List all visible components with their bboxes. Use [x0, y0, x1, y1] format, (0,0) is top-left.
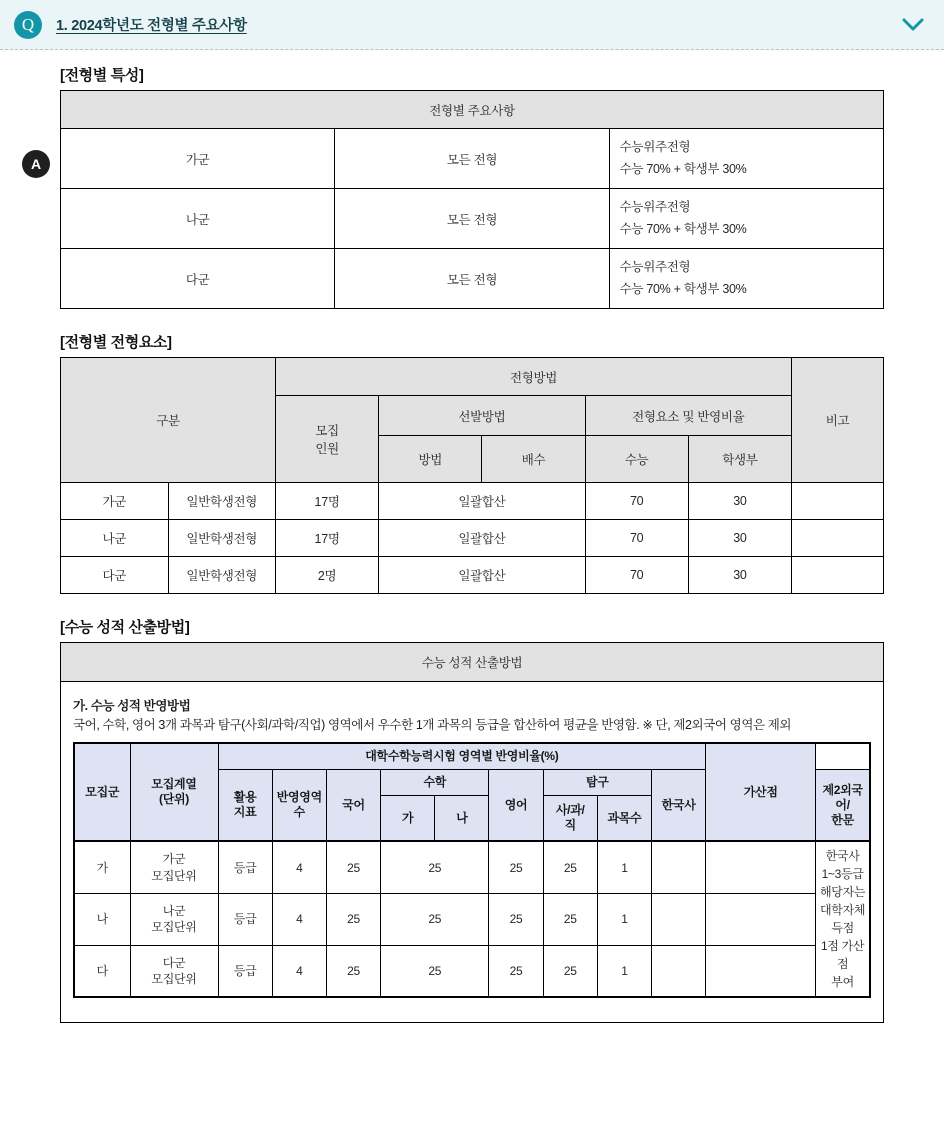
cell-name: 일반학생전형	[168, 520, 276, 557]
cell-math: 25	[381, 945, 489, 997]
cell-math: 25	[381, 841, 489, 893]
header-index	[218, 769, 272, 841]
header-english: 영어	[489, 769, 543, 841]
bonus-note-line3: 해당자는	[820, 885, 866, 900]
table-row	[74, 893, 870, 945]
table-header-row-1	[61, 358, 884, 396]
panel-body	[61, 682, 883, 1022]
cell-group: 나	[74, 893, 130, 945]
cell-group: 나군	[61, 189, 335, 249]
cell-area-count: 4	[272, 945, 326, 997]
cell-english: 25	[489, 893, 543, 945]
header-inquiry-type-line1: 사/과/	[555, 803, 585, 818]
cell-track-line2: 모집단위	[151, 972, 197, 987]
cell-name: 일반학생전형	[168, 483, 276, 520]
answer-badge: A	[22, 150, 50, 178]
cell-group: 가군	[61, 483, 169, 520]
csat-ratio-table	[73, 742, 871, 998]
cell-quota: 17명	[276, 483, 379, 520]
header-inquiry-type	[543, 795, 597, 841]
cell-remark	[792, 520, 884, 557]
bonus-note-line1: 한국사	[825, 849, 860, 864]
header-method-group: 전형방법	[276, 358, 792, 396]
header-second-lang-line1: 제2외국어/	[822, 782, 863, 812]
cell-description	[609, 189, 883, 249]
bonus-note-line2: 1~3등급	[821, 867, 864, 882]
header-index-line1: 활용	[233, 790, 257, 805]
header-selection-group: 선발방법	[379, 396, 585, 436]
header-second-lang	[816, 769, 870, 841]
cell-type: 모든 전형	[335, 129, 609, 189]
chevron-down-icon[interactable]	[900, 12, 926, 38]
header-math-na: 나	[435, 795, 489, 841]
cell-school-record: 30	[688, 557, 791, 594]
cell-second-lang	[706, 945, 816, 997]
cell-korean-history	[652, 893, 706, 945]
header-selection-multiple: 배수	[482, 436, 585, 483]
cell-area-count: 4	[272, 841, 326, 893]
cell-inquiry-count: 1	[597, 945, 651, 997]
header-area-count	[272, 769, 326, 841]
cell-korean: 25	[326, 841, 380, 893]
header-area-count-line2: 수	[293, 805, 305, 820]
header-remark: 비고	[792, 358, 884, 483]
cell-inquiry-count: 1	[597, 893, 651, 945]
header-division: 구분	[61, 358, 276, 483]
cell-korean: 25	[326, 893, 380, 945]
cell-korean-history	[652, 945, 706, 997]
section3-title: [수능 성적 산출방법]	[60, 619, 190, 636]
cell-description	[609, 249, 883, 309]
cell-group: 다	[74, 945, 130, 997]
header-index-line2: 지표	[233, 805, 257, 820]
cell-school-record: 30	[688, 520, 791, 557]
header-track-line2: (단위)	[159, 792, 189, 807]
bonus-note-line6: 부여	[831, 975, 854, 990]
header-math-group: 수학	[381, 769, 489, 795]
cell-track-line2: 모집단위	[151, 868, 197, 883]
question-title-link[interactable]: 1. 2024학년도 전형별 주요사항	[56, 18, 247, 34]
cell-english: 25	[489, 841, 543, 893]
admission-characteristics-table	[60, 90, 884, 309]
cell-second-lang	[706, 841, 816, 893]
header-elements-group: 전형요소 및 반영비율	[585, 396, 791, 436]
cell-index: 등급	[218, 945, 272, 997]
cell-group: 다군	[61, 249, 335, 309]
section-admission-characteristics	[60, 64, 884, 309]
cell-track-line2: 모집단위	[151, 920, 197, 935]
header-school-record: 학생부	[688, 436, 791, 483]
cell-track-line1: 다군	[162, 955, 186, 970]
cell-remark	[792, 483, 884, 520]
table-row	[61, 249, 884, 309]
cell-group: 나군	[61, 520, 169, 557]
table-row	[61, 557, 884, 594]
desc-line-1: 수능위주전형	[619, 139, 691, 154]
header-csat: 수능	[585, 436, 688, 483]
cell-inquiry-type: 25	[543, 945, 597, 997]
cell-index: 등급	[218, 841, 272, 893]
section-admission-elements	[60, 331, 884, 594]
bonus-note-line4: 대학자체득점	[820, 903, 866, 936]
header-ratio-group: 대학수학능력시험 영역별 반영비율(%)	[218, 743, 706, 769]
header-track	[130, 743, 218, 841]
csat-calculation-panel	[60, 642, 884, 1023]
section-csat-calculation	[60, 616, 884, 1023]
header-inquiry-count: 과목수	[597, 795, 651, 841]
desc-line-2: 수능 70% + 학생부 30%	[619, 161, 747, 176]
cell-track	[130, 841, 218, 893]
cell-csat: 70	[585, 557, 688, 594]
cell-track-line1: 가군	[162, 852, 186, 867]
cell-korean: 25	[326, 945, 380, 997]
cell-type: 모든 전형	[335, 189, 609, 249]
paragraph-heading: 가. 수능 성적 반영방법	[73, 699, 191, 713]
cell-csat: 70	[585, 483, 688, 520]
section1-title: [전형별 특성]	[60, 67, 144, 84]
cell-track	[130, 893, 218, 945]
cell-group: 다군	[61, 557, 169, 594]
cell-quota: 17명	[276, 520, 379, 557]
header-inquiry-type-line2: 직	[564, 818, 576, 833]
admission-elements-table	[60, 357, 884, 594]
cell-track-line1: 나군	[162, 904, 186, 919]
cell-school-record: 30	[688, 483, 791, 520]
section2-title: [전형별 전형요소]	[60, 334, 172, 351]
header-quota: 모집 인원	[276, 396, 379, 483]
cell-second-lang	[706, 893, 816, 945]
header-inquiry-group: 탐구	[543, 769, 651, 795]
table-caption: 전형별 주요사항	[61, 91, 884, 129]
cell-area-count: 4	[272, 893, 326, 945]
table-row	[61, 189, 884, 249]
cell-description	[609, 129, 883, 189]
answer-content	[60, 64, 884, 1023]
table-row	[61, 520, 884, 557]
table-header-row-1	[74, 743, 870, 769]
table-row	[61, 129, 884, 189]
answer-body	[0, 50, 944, 1033]
cell-selection: 일괄합산	[379, 483, 585, 520]
cell-inquiry-type: 25	[543, 893, 597, 945]
question-header-bar[interactable]	[0, 0, 944, 50]
header-bonus: 가산점	[706, 743, 816, 841]
cell-index: 등급	[218, 893, 272, 945]
cell-korean-history	[652, 841, 706, 893]
desc-line-2: 수능 70% + 학생부 30%	[619, 221, 747, 236]
cell-group: 가	[74, 841, 130, 893]
header-selection-method: 방법	[379, 436, 482, 483]
table-header-row	[61, 91, 884, 129]
header-track-line1: 모집계열	[151, 777, 197, 792]
cell-selection: 일괄합산	[379, 520, 585, 557]
cell-csat: 70	[585, 520, 688, 557]
question-badge: Q	[14, 11, 42, 39]
cell-inquiry-count: 1	[597, 841, 651, 893]
table-row	[61, 483, 884, 520]
header-korean-history: 한국사	[652, 769, 706, 841]
paragraph-text: 국어, 수학, 영어 3개 과목과 탐구(사회/과학/직업) 영역에서 우수한 1개 과목의 등급을 합산하여 평균을 반영함. ※ 단, 제2외국어 영역은 제외	[73, 718, 792, 732]
cell-quota: 2명	[276, 557, 379, 594]
desc-line-2: 수능 70% + 학생부 30%	[619, 281, 747, 296]
cell-english: 25	[489, 945, 543, 997]
cell-name: 일반학생전형	[168, 557, 276, 594]
header-area-count-line1: 반영영역	[276, 790, 322, 805]
cell-remark	[792, 557, 884, 594]
table-row	[74, 945, 870, 997]
cell-bonus-note	[816, 841, 870, 997]
cell-inquiry-type: 25	[543, 841, 597, 893]
table-row	[74, 841, 870, 893]
cell-group: 가군	[61, 129, 335, 189]
desc-line-1: 수능위주전형	[619, 259, 691, 274]
cell-math: 25	[381, 893, 489, 945]
header-second-lang-line2: 한문	[831, 812, 854, 827]
header-group: 모집군	[74, 743, 130, 841]
cell-type: 모든 전형	[335, 249, 609, 309]
cell-selection: 일괄합산	[379, 557, 585, 594]
header-korean: 국어	[326, 769, 380, 841]
cell-track	[130, 945, 218, 997]
bonus-note-line5: 1점 가산점	[820, 939, 865, 972]
panel-caption: 수능 성적 산출방법	[61, 643, 883, 682]
desc-line-1: 수능위주전형	[619, 199, 691, 214]
header-math-ga: 가	[381, 795, 435, 841]
